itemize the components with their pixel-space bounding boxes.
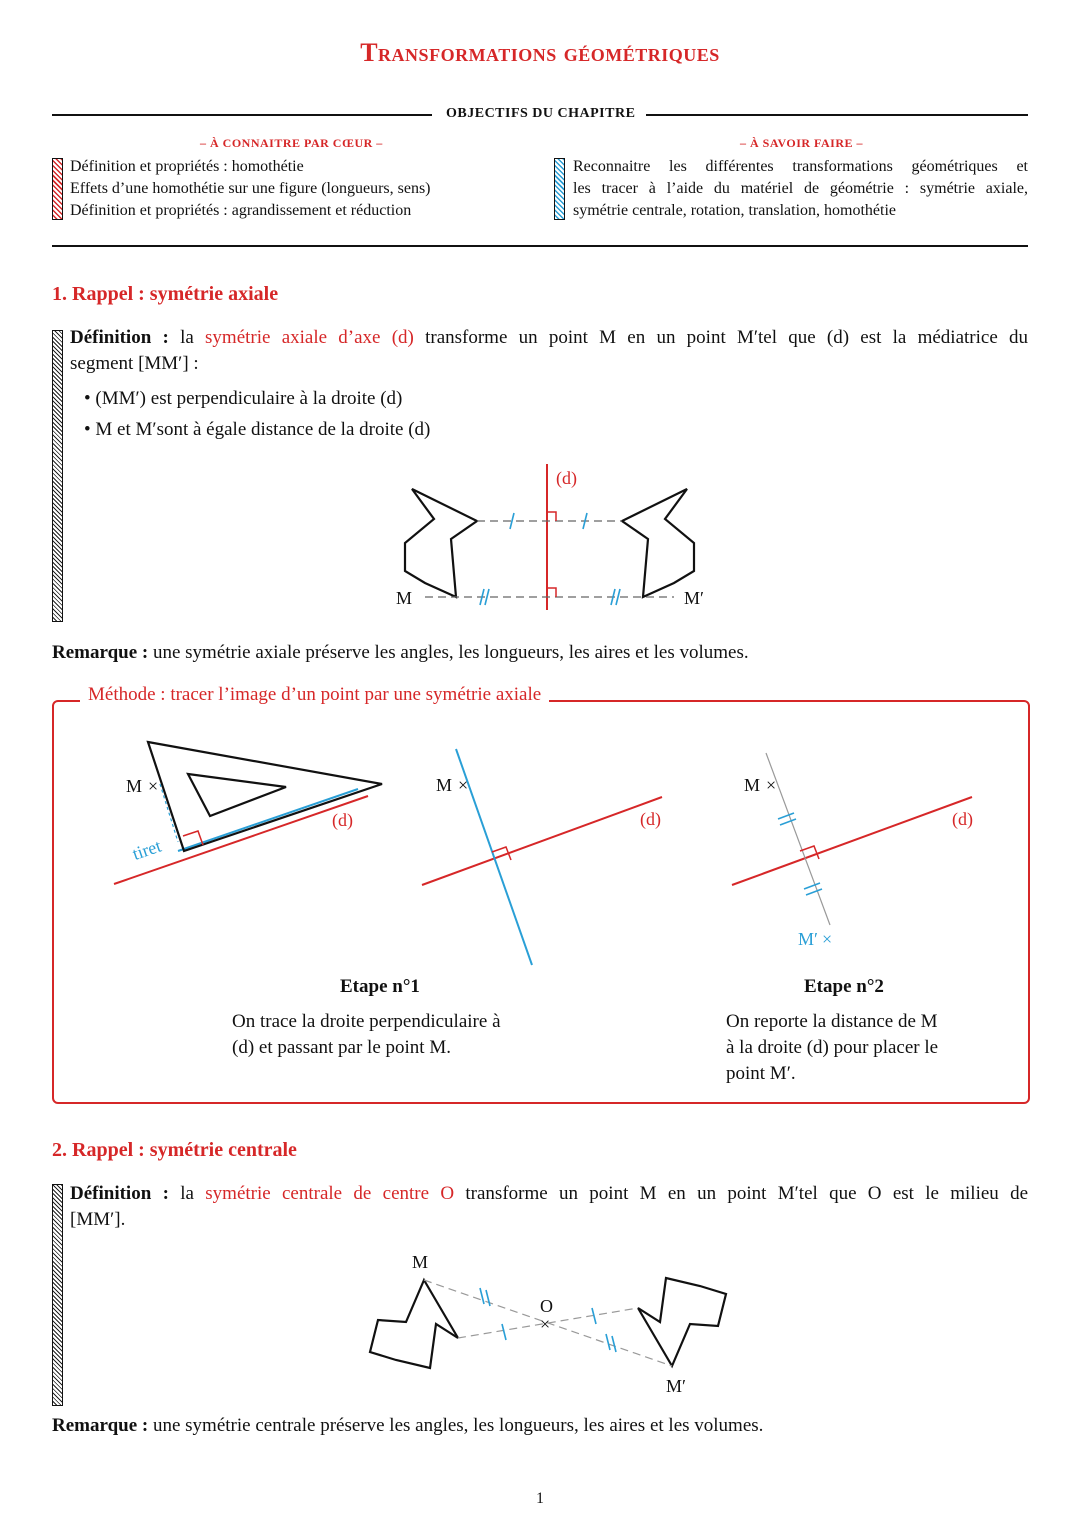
- definition-central: Définition : la symétrie centrale de centre O transforme un point M en un point M′tel que O est le milieu de [MM′].: [70, 1183, 1029, 1230]
- method-figure-step2: [720, 745, 1010, 955]
- objectives-left-list: [70, 156, 431, 222]
- point-label: M: [396, 588, 413, 608]
- page-title: Transformations géométriques: [360, 38, 720, 67]
- axis-label: (d): [332, 810, 353, 830]
- hatched-bar: [52, 330, 63, 622]
- list-item: Définition et propriétés : agrandissement et réduction: [70, 202, 412, 219]
- step2-title: Etape n°2: [804, 976, 884, 997]
- section-heading: 2. Rappel : symétrie centrale: [52, 1139, 297, 1161]
- step1-title: Etape n°1: [340, 976, 420, 997]
- hatched-bar: [52, 158, 63, 220]
- point-label: M′: [684, 588, 704, 608]
- svg-text:×: ×: [540, 1314, 551, 1334]
- definition-axial: Définition : la symétrie axiale d’axe (d) transforme un point M en un point M′tel que (d) est la médiatrice du segment [MM′] :: [70, 327, 1028, 374]
- point-label: M′: [666, 1376, 686, 1396]
- divider: [52, 245, 1028, 247]
- svg-text:×: ×: [458, 775, 469, 795]
- point-label: M: [436, 775, 453, 795]
- step2-text: On reporte la distance de M à la droite (d) pour placer le point M′.: [726, 1011, 939, 1084]
- tiret-label: tiret: [129, 835, 164, 864]
- remark-text: une symétrie axiale préserve les angles, les longueurs, les aires et les volumes.: [152, 642, 749, 663]
- svg-text:×: ×: [766, 775, 777, 795]
- list-item: Définition et propriétés : homothétie: [70, 158, 304, 175]
- point-label: M′: [798, 929, 818, 949]
- text-line: les tracer à l’aide du matériel de géométrie : symétrie axiale,: [573, 180, 1028, 197]
- step1-text: On trace la droite perpendiculaire à (d) et passant par le point M.: [232, 1011, 501, 1058]
- definition-term: symétrie centrale de centre O: [205, 1183, 455, 1204]
- axial-symmetry-figure: [380, 458, 740, 618]
- objectives-right-text: [573, 156, 1028, 222]
- list-item: • (MM′) est perpendiculaire à la droite (d): [84, 388, 403, 409]
- bullet-list: [84, 386, 430, 443]
- objectives-right-heading: – À SAVOIR FAIRE –: [740, 136, 863, 150]
- axis-label: (d): [952, 809, 973, 829]
- definition-label: Définition :: [70, 1183, 169, 1204]
- list-item: Effets d’une homothétie sur une figure (longueurs, sens): [70, 180, 431, 197]
- text-line: symétrie centrale, rotation, translation, homothétie: [573, 202, 897, 219]
- point-label: M: [412, 1252, 429, 1272]
- method-figure-step1: [410, 745, 700, 975]
- remark-central: [52, 1413, 763, 1439]
- remark-label: Remarque :: [52, 1415, 149, 1436]
- method-figure-setsquare: [100, 730, 400, 900]
- point-label: O: [540, 1296, 553, 1316]
- hatched-bar: [52, 1184, 63, 1406]
- definition-term: symétrie axiale d’axe (d): [205, 327, 414, 348]
- list-item: • M et M′sont à égale distance de la droite (d): [84, 419, 431, 440]
- axis-label: (d): [556, 468, 577, 488]
- page-number: 1: [536, 1490, 544, 1507]
- divider: [646, 114, 1028, 116]
- objectives-left-heading: – À CONNAITRE PAR CŒUR –: [200, 136, 383, 150]
- hatched-bar: [554, 158, 565, 220]
- method-title: Méthode : tracer l’image d’un point par une symétrie axiale: [80, 684, 549, 706]
- remark-axial: [52, 640, 749, 666]
- objectives-header: OBJECTIFS DU CHAPITRE: [446, 106, 636, 121]
- section-heading: 1. Rappel : symétrie axiale: [52, 283, 279, 305]
- text-line: Reconnaitre les différentes transformations géométriques et: [573, 158, 1028, 175]
- central-symmetry-figure: [360, 1248, 740, 1400]
- divider: [52, 114, 432, 116]
- svg-text:×: ×: [148, 776, 159, 796]
- remark-text: une symétrie centrale préserve les angles, les longueurs, les aires et les volumes.: [152, 1415, 764, 1436]
- axis-label: (d): [640, 809, 661, 829]
- point-label: M: [744, 775, 761, 795]
- definition-label: Définition :: [70, 327, 169, 348]
- remark-label: Remarque :: [52, 642, 149, 663]
- point-label: M: [126, 776, 143, 796]
- svg-text:×: ×: [822, 929, 833, 949]
